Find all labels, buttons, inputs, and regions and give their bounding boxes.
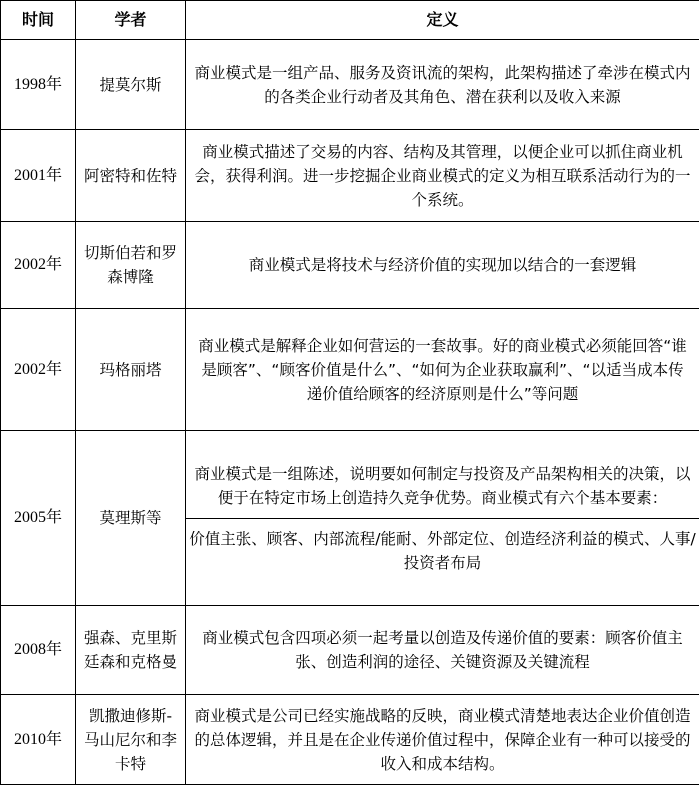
scholar-cell: 阿密特和佐特	[76, 130, 186, 222]
table-row	[1, 309, 699, 431]
header-row	[1, 1, 699, 40]
scholar-cell: 强森、克里斯廷森和克格曼	[76, 606, 186, 695]
definition-text: 商业模式是将技术与经济价值的实现加以结合的一套逻辑	[248, 256, 637, 274]
definition-cell	[186, 431, 699, 606]
year-cell: 2005年	[1, 431, 76, 606]
definition-elements-text: 价值主张、顾客、内部流程/能耐、外部定位、创造经济利益的模式、人事/投资者布局	[186, 518, 699, 575]
definition-text: 商业模式是一组陈述，说明要如何制定与投资及产品架构相关的决策，以便于在特定市场上创造持久竞争优势。商业模式有六个基本要素：	[194, 464, 691, 507]
definition-text: 商业模式包含四项必须一起考量以创造及传递价值的要素：顾客价值主张、创造利润的途径、关键资源及关键流程	[202, 629, 683, 671]
definition-cell	[186, 309, 699, 431]
year-cell: 2002年	[1, 309, 76, 431]
header-definition: 定义	[186, 1, 699, 40]
definition-cell	[186, 40, 699, 130]
definition-cell	[186, 695, 699, 785]
scholar-cell: 提莫尔斯	[76, 40, 186, 130]
scholar-cell: 莫理斯等	[76, 431, 186, 606]
table-row	[1, 431, 699, 606]
year-cell: 2001年	[1, 130, 76, 222]
definition-text: 商业模式是公司已经实施战略的反映，商业模式清楚地表达企业价值创造的总体逻辑，并且是在企业传递价值过程中，保障企业有一种可以接受的收入和成本结构。	[194, 706, 691, 773]
table-row	[1, 222, 699, 309]
definition-text: 商业模式描述了交易的内容、结构及其管理，以便企业可以抓住商业机会，获得利润。进一步挖掘企业商业模式的定义为相互联系活动行为的一个系统。	[194, 142, 691, 209]
year-cell: 2010年	[1, 695, 76, 785]
definition-cell	[186, 606, 699, 695]
definition-text: 商业模式是一组产品、服务及资讯流的架构，此架构描述了牵涉在模式内的各类企业行动者及其角色、潜在获利以及收入来源	[194, 63, 691, 106]
table-row	[1, 695, 699, 785]
definition-cell	[186, 130, 699, 222]
header-scholar: 学者	[76, 1, 186, 40]
table-row	[1, 130, 699, 222]
table-row	[1, 40, 699, 130]
scholar-cell: 切斯伯若和罗森博隆	[76, 222, 186, 309]
year-cell: 2002年	[1, 222, 76, 309]
table-row	[1, 606, 699, 695]
year-cell: 2008年	[1, 606, 76, 695]
definition-text: 商业模式是解释企业如何营运的一套故事。好的商业模式必须能回答“谁是顾客”、“顾客价值是什么”、“如何为企业获取赢利”、“以适当成本传递价值给顾客的经济原则是什么”等问题	[198, 336, 687, 403]
year-cell: 1998年	[1, 40, 76, 130]
scholar-cell: 凯撒迪修斯-马山尼尔和李卡特	[76, 695, 186, 785]
definition-cell	[186, 222, 699, 309]
scholar-cell: 玛格丽塔	[76, 309, 186, 431]
header-time: 时间	[1, 1, 76, 40]
